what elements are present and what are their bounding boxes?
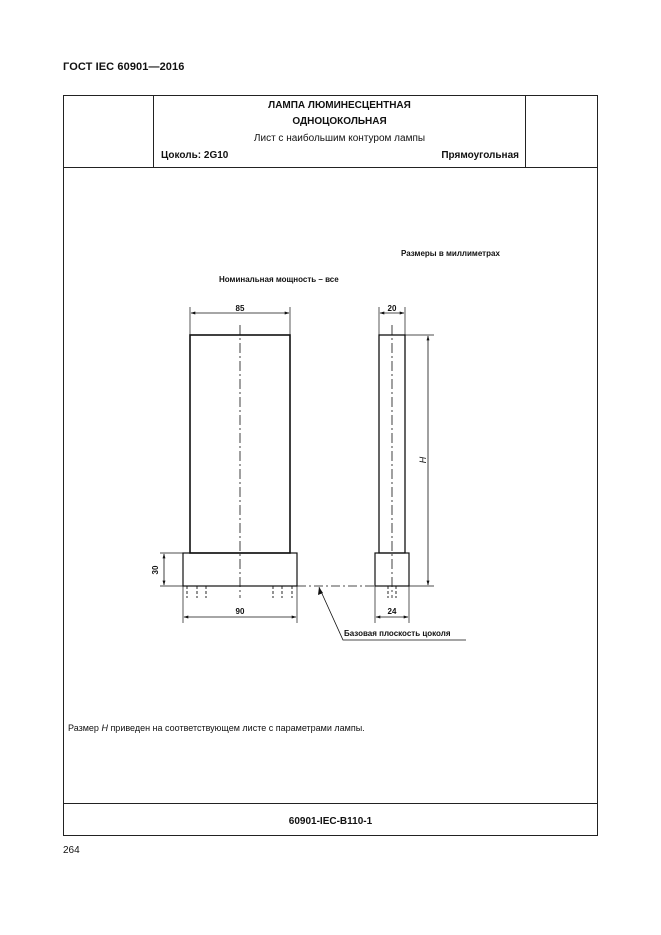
page-number: 264 — [63, 845, 80, 856]
lamp-type-title: ЛАМПА ЛЮМИНЕСЦЕНТНАЯ — [268, 100, 411, 111]
front-pins — [187, 586, 292, 598]
note-symbol: H — [101, 723, 108, 733]
power-label: Номинальная мощность – все — [219, 275, 339, 284]
sheet-description: Лист с наибольшим контуром лампы — [253, 133, 426, 144]
dim-base-height: 30 — [151, 565, 160, 575]
footnote — [68, 723, 365, 733]
note-suffix: приведен на соответствующем листе с параметрами лампы. — [107, 723, 365, 733]
units-note: Размеры в миллиметрах — [401, 249, 500, 258]
dim-height: H — [418, 456, 428, 464]
standard-header: ГОСТ IEC 60901—2016 — [63, 61, 185, 73]
lamp-subtype-title: ОДНОЦОКОЛЬНАЯ — [292, 116, 387, 127]
base-type-label: Цоколь: 2G10 — [161, 150, 229, 161]
base-plane-label: Базовая плоскость цоколя — [344, 629, 451, 638]
note-prefix: Размер — [68, 723, 102, 733]
dim-side-width: 20 — [387, 304, 397, 313]
lamp-shape-label: Прямоугольная — [441, 150, 519, 161]
sheet-code: 60901-IEC-B110-1 — [288, 816, 373, 827]
dim-front-width: 85 — [235, 304, 245, 313]
dim-side-base: 24 — [387, 607, 397, 616]
dim-base-width: 90 — [235, 607, 245, 616]
